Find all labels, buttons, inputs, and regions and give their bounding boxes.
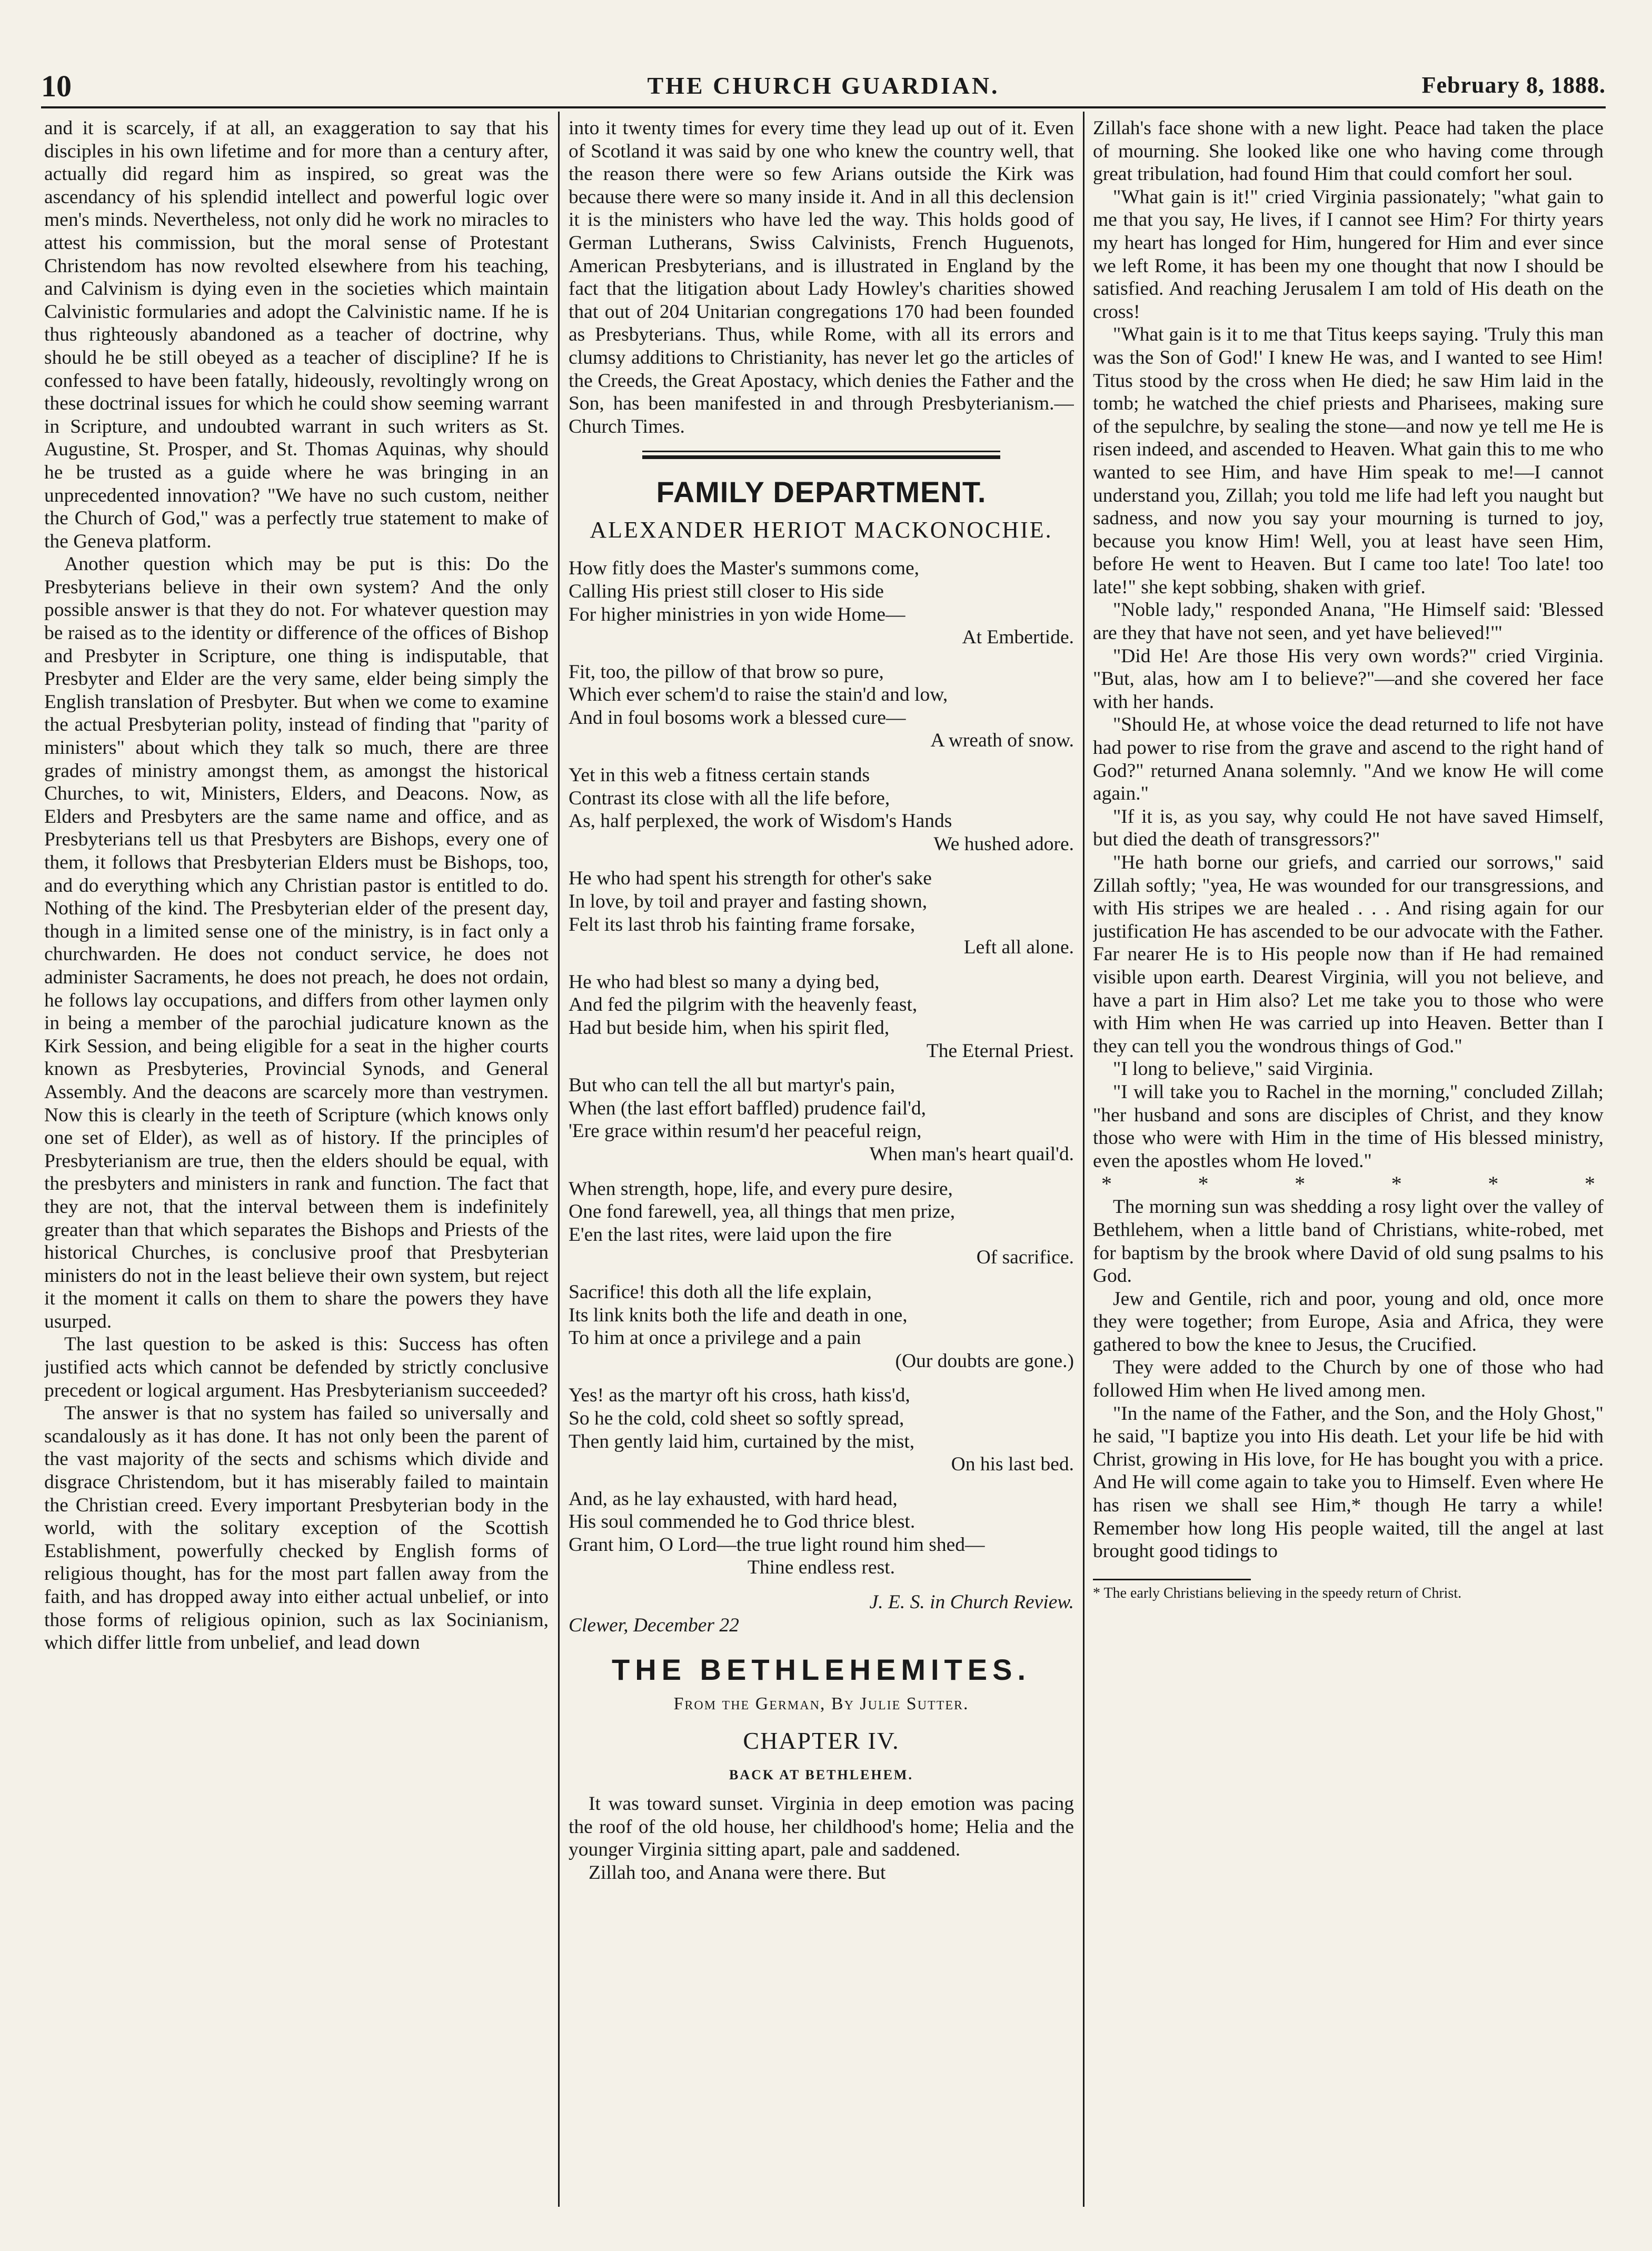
column-divider (1083, 112, 1084, 2207)
story-paragraph: It was toward sunset. Virginia in deep emotion was pacing the roof of the old house, her childhood's home; Helia and the younger Virginia sitting apart, pale and saddened. (569, 1793, 1074, 1861)
poem-line: As, half perplexed, the work of Wisdom's Hands (569, 810, 952, 832)
footnote-rule (1093, 1579, 1251, 1580)
poem-line: Had but beside him, when his spirit fled, (569, 1017, 890, 1039)
poem-line: And in foul bosoms work a blessed cure— (569, 706, 906, 729)
article-paragraph: The answer is that no system has failed so universally and scandalously as it has done. It has not only been the parent of the vast majority of the sects and schisms which divide and disgrace Christendom, but it has miserably failed to maintain the Christian creed. Every important Presbyterian body in the world, with the solitary exception of the Scottish Establishment, powerfully checked by English forms of religious thought, has for the most part fallen away from the faith, and has dropped away into either actual unbelief, or into those forms of religious opinion, such as lax Socinianism, which differ little from unbelief, and lead down (44, 1402, 549, 1654)
star: * (1295, 1172, 1306, 1196)
story-paragraph: "Should He, at whose voice the dead returned to life not have had power to rise from the grave and ascend to the right hand of God?" returned Anana solemnly. "And we know He will come again." (1093, 714, 1604, 805)
star: * (1488, 1172, 1499, 1196)
star: * (1584, 1172, 1595, 1196)
poem-stanza (569, 1281, 1074, 1372)
poem-stanza (569, 1178, 1074, 1269)
section-title: FAMILY DEPARTMENT. (656, 475, 987, 509)
poem-stanza (569, 1488, 1074, 1579)
poem-line: When (the last effort baffled) prudence fail'd, (569, 1097, 927, 1119)
section-rule (642, 451, 1000, 452)
poem-line: So he the cold, cold sheet so softly spread, (569, 1407, 904, 1429)
column-1 (44, 117, 549, 2202)
issue-date: February 8, 1888. (1421, 72, 1606, 98)
poem-line: A wreath of snow. (930, 730, 1074, 752)
poem-line: Calling His priest still closer to His side (569, 580, 884, 602)
poem-line: Which ever schem'd to raise the stain'd and low, (569, 684, 948, 706)
chapter-heading: CHAPTER IV. (743, 1727, 900, 1755)
poem-line: Thine endless rest. (747, 1557, 895, 1579)
poem-line: Grant him, O Lord—the true light round him shed— (569, 1533, 985, 1556)
story-paragraph: "I long to believe," said Virginia. (1113, 1058, 1374, 1080)
poem-line: When man's heart quail'd. (869, 1143, 1074, 1165)
section-break (1093, 1172, 1604, 1196)
poem-line: Then gently laid him, curtained by the mist, (569, 1430, 915, 1452)
poem-stanza (569, 764, 1074, 855)
star: * (1101, 1172, 1112, 1196)
footnote: * The early Christians believing in the speedy return of Christ. (1093, 1585, 1462, 1601)
article-paragraph: Another question which may be put is this: Do the Presbyterians believe in their own system? And the only possible answer is that they do not. For whatever question may be raised as to the identity or difference of the offices of Bishop and Presbyter in Scripture, one thing is indisputable, that Presbyter and Elder are the very same, elder being simply the English translation of Presbyter. But when we come to examine the actual Presbyterian polity, instead of finding that "parity of ministers" about which they talk so much, there are three grades of ministry amongst them, as amongst the historical Churches, to wit, Ministers, Elders, and Deacons. Now, as Elders and Presbyters are the same name and office, and as Presbyterians tell us that Presbyters are Bishops, every one of them, it follows that Presbyterian Elders must be Bishops, too, and do everything which any Christian pastor is entitled to do. Nothing of the kind. The Presbyterian elder of the present day, though in a limited sense one of the ministry, is in fact only a churchwarden. He does not conduct service, he does not administer Sacraments, he does not preach, he does not ordain, he follows lay occupations, and differs from other laymen only in being a member of the parochial judicature known as the Kirk Session, and being eligible for a seat in the higher courts known as Presbyteries, Provincial Synods, and General Assembly. And the deacons are scarcely more than vestrymen. Now this is clearly in the teeth of Scripture (which knows only one set of Elder), as well as of history. If the principles of Presbyterianism are true, then the elders should be equal, with the presbyters and ministers in rank and function. The fact that they are not, that the interval between them is indefinitely greater than that which separates the Bishops and Priests of the historical Churches, is conclusive proof that Presbyterian ministers do not in the least believe their own system, but reject it the moment it calls on them to share the powers they have usurped. (44, 553, 549, 1332)
star: * (1391, 1172, 1402, 1196)
poem-line: He who had blest so many a dying bed, (569, 971, 880, 993)
poem-signature: J. E. S. in Church Review. (869, 1591, 1074, 1613)
story-paragraph: "What gain is it!" cried Virginia passionately; "what gain to me that you say, He lives, if I cannot see Him? For thirty years my heart has longed for Him, hungered for Him and ever since we left Rome, it has been my one thought that now I should be satisfied. And reaching Jerusalem I am told of His death on the cross! (1093, 186, 1604, 323)
poem-line: To him at once a privilege and a pain (569, 1327, 861, 1349)
poem-line: One fond farewell, yea, all things that men prize, (569, 1201, 956, 1223)
poem-stanza (569, 557, 1074, 649)
poem-stanza (569, 1074, 1074, 1166)
poem-dateline: Clewer, December 22 (569, 1614, 739, 1636)
story-paragraph: "In the name of the Father, and the Son, and the Holy Ghost," he said, "I baptize you into His death. Let your life be hid with Christ, growing in His love, for He has bought you with a price. And He will come again to take you to Himself. Even where He has risen we shall see Him,* though He tarry a while! Remember how long His people waited, till the angel at last brought good tidings to (1093, 1402, 1604, 1562)
poem-stanza (569, 867, 1074, 959)
story-paragraph: Zillah's face shone with a new light. Peace had taken the place of mourning. She looked like one who having come through great tribulation, had found Him that could comfort her soul. (1093, 117, 1604, 185)
poem-line: Its link knits both the life and death in one, (569, 1304, 908, 1326)
article-paragraph: The last question to be asked is this: Success has often justified acts which cannot be defended by strictly conclusive precedent or logical argument. Has Presbyterianism succeeded? (44, 1333, 549, 1401)
poem-line: But who can tell the all but martyr's pain, (569, 1074, 895, 1097)
story-paragraph: "He hath borne our griefs, and carried our sorrows," said Zillah softly; "yea, He was wounded for our transgressions, and with His stripes we are healed . . . And rising again for our justification He has ascended to be our advocate with the Father. Far nearer He is to His people now than if He had remained visible upon earth. Dearest Virginia, will you not believe, and have a part in Him also? Let me take you to those who were with Him when He was carried up into Heaven. Better than I they can tell you the wondrous things of God." (1093, 852, 1604, 1057)
poem-stanza (569, 1384, 1074, 1476)
story-byline: From the German, By Julie Sutter. (673, 1694, 969, 1714)
chapter-subheading: BACK AT BETHLEHEM. (729, 1767, 913, 1783)
poem-line: The Eternal Priest. (926, 1040, 1074, 1062)
article-paragraph: and it is scarcely, if at all, an exaggeration to say that his disciples in his own lifetime and for more than a century after, actually did regard him as inspired, so great was the ascendancy of his splendid intellect and powerful logic over men's minds. Nevertheless, not only did he work no miracles to attest his commission, but the moral sense of Protestant Christendom has now revolted elsewhere from his teaching, and Calvinism is dying even in the societies which maintain Calvinistic formularies and adopt the Calvinistic name. If he is thus righteously abandoned as a teacher of doctrine, why should he be still obeyed as a teacher of discipline? If he is confessed to have been fatally, hideously, revoltingly wrong on these doctrinal issues for which he could show seeming warrant in Scripture, and undoubted warrant in such writers as St. Augustine, St. Prosper, and St. Thomas Aquinas, why should he be trusted as a guide where he was bringing in an unprecedented innovation? "We have no such custom, neither the Church of God," was a perfectly true statement to make of the Geneva platform. (44, 117, 549, 552)
poem-line: And fed the pilgrim with the heavenly feast, (569, 994, 918, 1016)
poem-line: His soul commended he to God thrice blest. (569, 1511, 915, 1533)
poem-stanza (569, 661, 1074, 752)
page-number: 10 (41, 69, 72, 103)
story-paragraph: "Did He! Are those His very own words?" cried Virginia. "But, alas, how am I to believe?"—and she covered her face with her hands. (1093, 645, 1604, 713)
star: * (1198, 1172, 1209, 1196)
poem-line: Felt its last throb his fainting frame forsake, (569, 913, 915, 935)
story-paragraph: They were added to the Church by one of those who had followed Him when He lived among men. (1093, 1357, 1604, 1402)
poem-title: ALEXANDER HERIOT MACKONOCHIE. (590, 517, 1053, 543)
poem-line: For higher ministries in yon wide Home— (569, 603, 905, 625)
poem-line: When strength, hope, life, and every pure desire, (569, 1178, 953, 1200)
article-paragraph: into it twenty times for every time they lead up out of it. Even of Scotland it was said by one who knew the country well, that the reason there were so few Arians outside the Kirk was because there were so many inside it. And in all this declension it is the ministers who have led the way. This holds good of German Lutherans, Swiss Calvinists, French Huguenots, American Presbyterians, and is illustrated in England by the fact that the litigation about Lady Howley's charities showed that out of 204 Unitarian congregations 170 had been founded as Presbyterians. Thus, while Rome, with all its errors and clumsy additions to Christianity, has never let go the articles of the Creeds, the Great Apostacy, which denies the Father and the Son, has been manifested in and through Presbyterianism.—Church Times. (569, 117, 1074, 437)
story-paragraph: Zillah too, and Anana were there. But (589, 1862, 886, 1884)
poem-line: Fit, too, the pillow of that brow so pure, (569, 661, 884, 683)
poem-line: Of sacrifice. (976, 1247, 1074, 1269)
section-rule (642, 455, 1000, 459)
story-paragraph: "Noble lady," responded Anana, "He Himself said: 'Blessed are they that have not seen, and yet have believed!'" (1093, 599, 1604, 644)
poem-line: Left all alone. (963, 937, 1074, 959)
poem-line: And, as he lay exhausted, with hard head, (569, 1488, 898, 1510)
story-title: THE BETHLEHEMITES. (611, 1653, 1031, 1687)
page-header (41, 64, 1606, 102)
poem-line: 'Ere grace within resum'd her peaceful reign, (569, 1120, 922, 1142)
poem-line: E'en the last rites, were laid upon the fire (569, 1223, 892, 1246)
poem-line: Sacrifice! this doth all the life explain, (569, 1281, 872, 1303)
poem-line: How fitly does the Master's summons come, (569, 557, 920, 580)
column-2 (569, 117, 1074, 2202)
paper-title: THE CHURCH GUARDIAN. (647, 72, 1000, 99)
story-paragraph: Jew and Gentile, rich and poor, young and old, once more they were together; from Europe, Asia and Africa, they were gathered to bow the knee to Jesus, the Crucified. (1093, 1288, 1604, 1356)
poem-line: Contrast its close with all the life before, (569, 787, 890, 809)
poem-stanza (569, 971, 1074, 1062)
poem-line: On his last bed. (951, 1453, 1074, 1476)
poem-line: Yes! as the martyr oft his cross, hath kiss'd, (569, 1385, 910, 1407)
poem-line: In love, by toil and prayer and fasting shown, (569, 891, 928, 913)
poem-line: At Embertide. (962, 626, 1074, 649)
column-3 (1093, 117, 1604, 2202)
poem-line: He who had spent his strength for other's sake (569, 868, 932, 890)
story-paragraph: The morning sun was shedding a rosy light over the valley of Bethlehem, when a little band of Christians, white-robed, met for baptism by the brook where David of old sung psalms to his God. (1093, 1196, 1604, 1287)
poem-line: (Our doubts are gone.) (895, 1350, 1074, 1372)
column-divider (558, 112, 560, 2207)
story-paragraph: "If it is, as you say, why could He not have saved Himself, but died the death of transgressors?" (1093, 805, 1604, 851)
story-paragraph: "What gain is it to me that Titus keeps saying. 'Truly this man was the Son of God!' I knew He was, and I wanted to see Him! Titus stood by the cross when He died; he saw Him laid in the tomb; he watched the chief priests and Pharisees, making sure of the sepulchre, by sealing the stone—and now ye tell me He is risen indeed, and ascended to Heaven. What gain this to me who wanted to see Him, and have Him speak to me!—I cannot understand you, Zillah; you told me life had left you naught but sadness, and now you say your mourning is turned to joy, because you know Him! Well, you at least have seen Him, before He went to Heaven. But I came too late! Too late! too late!" she kept sobbing, shaken with grief. (1093, 324, 1604, 598)
story-paragraph: "I will take you to Rachel in the morning," concluded Zillah; "her husband and sons are disciples of Christ, and they know those who were with Him in the time of His blessed ministry, even the apostles whom He loved." (1093, 1081, 1604, 1172)
header-rule (41, 106, 1606, 108)
poem-line: Yet in this web a fitness certain stands (569, 764, 870, 786)
poem-line: We hushed adore. (933, 833, 1074, 855)
